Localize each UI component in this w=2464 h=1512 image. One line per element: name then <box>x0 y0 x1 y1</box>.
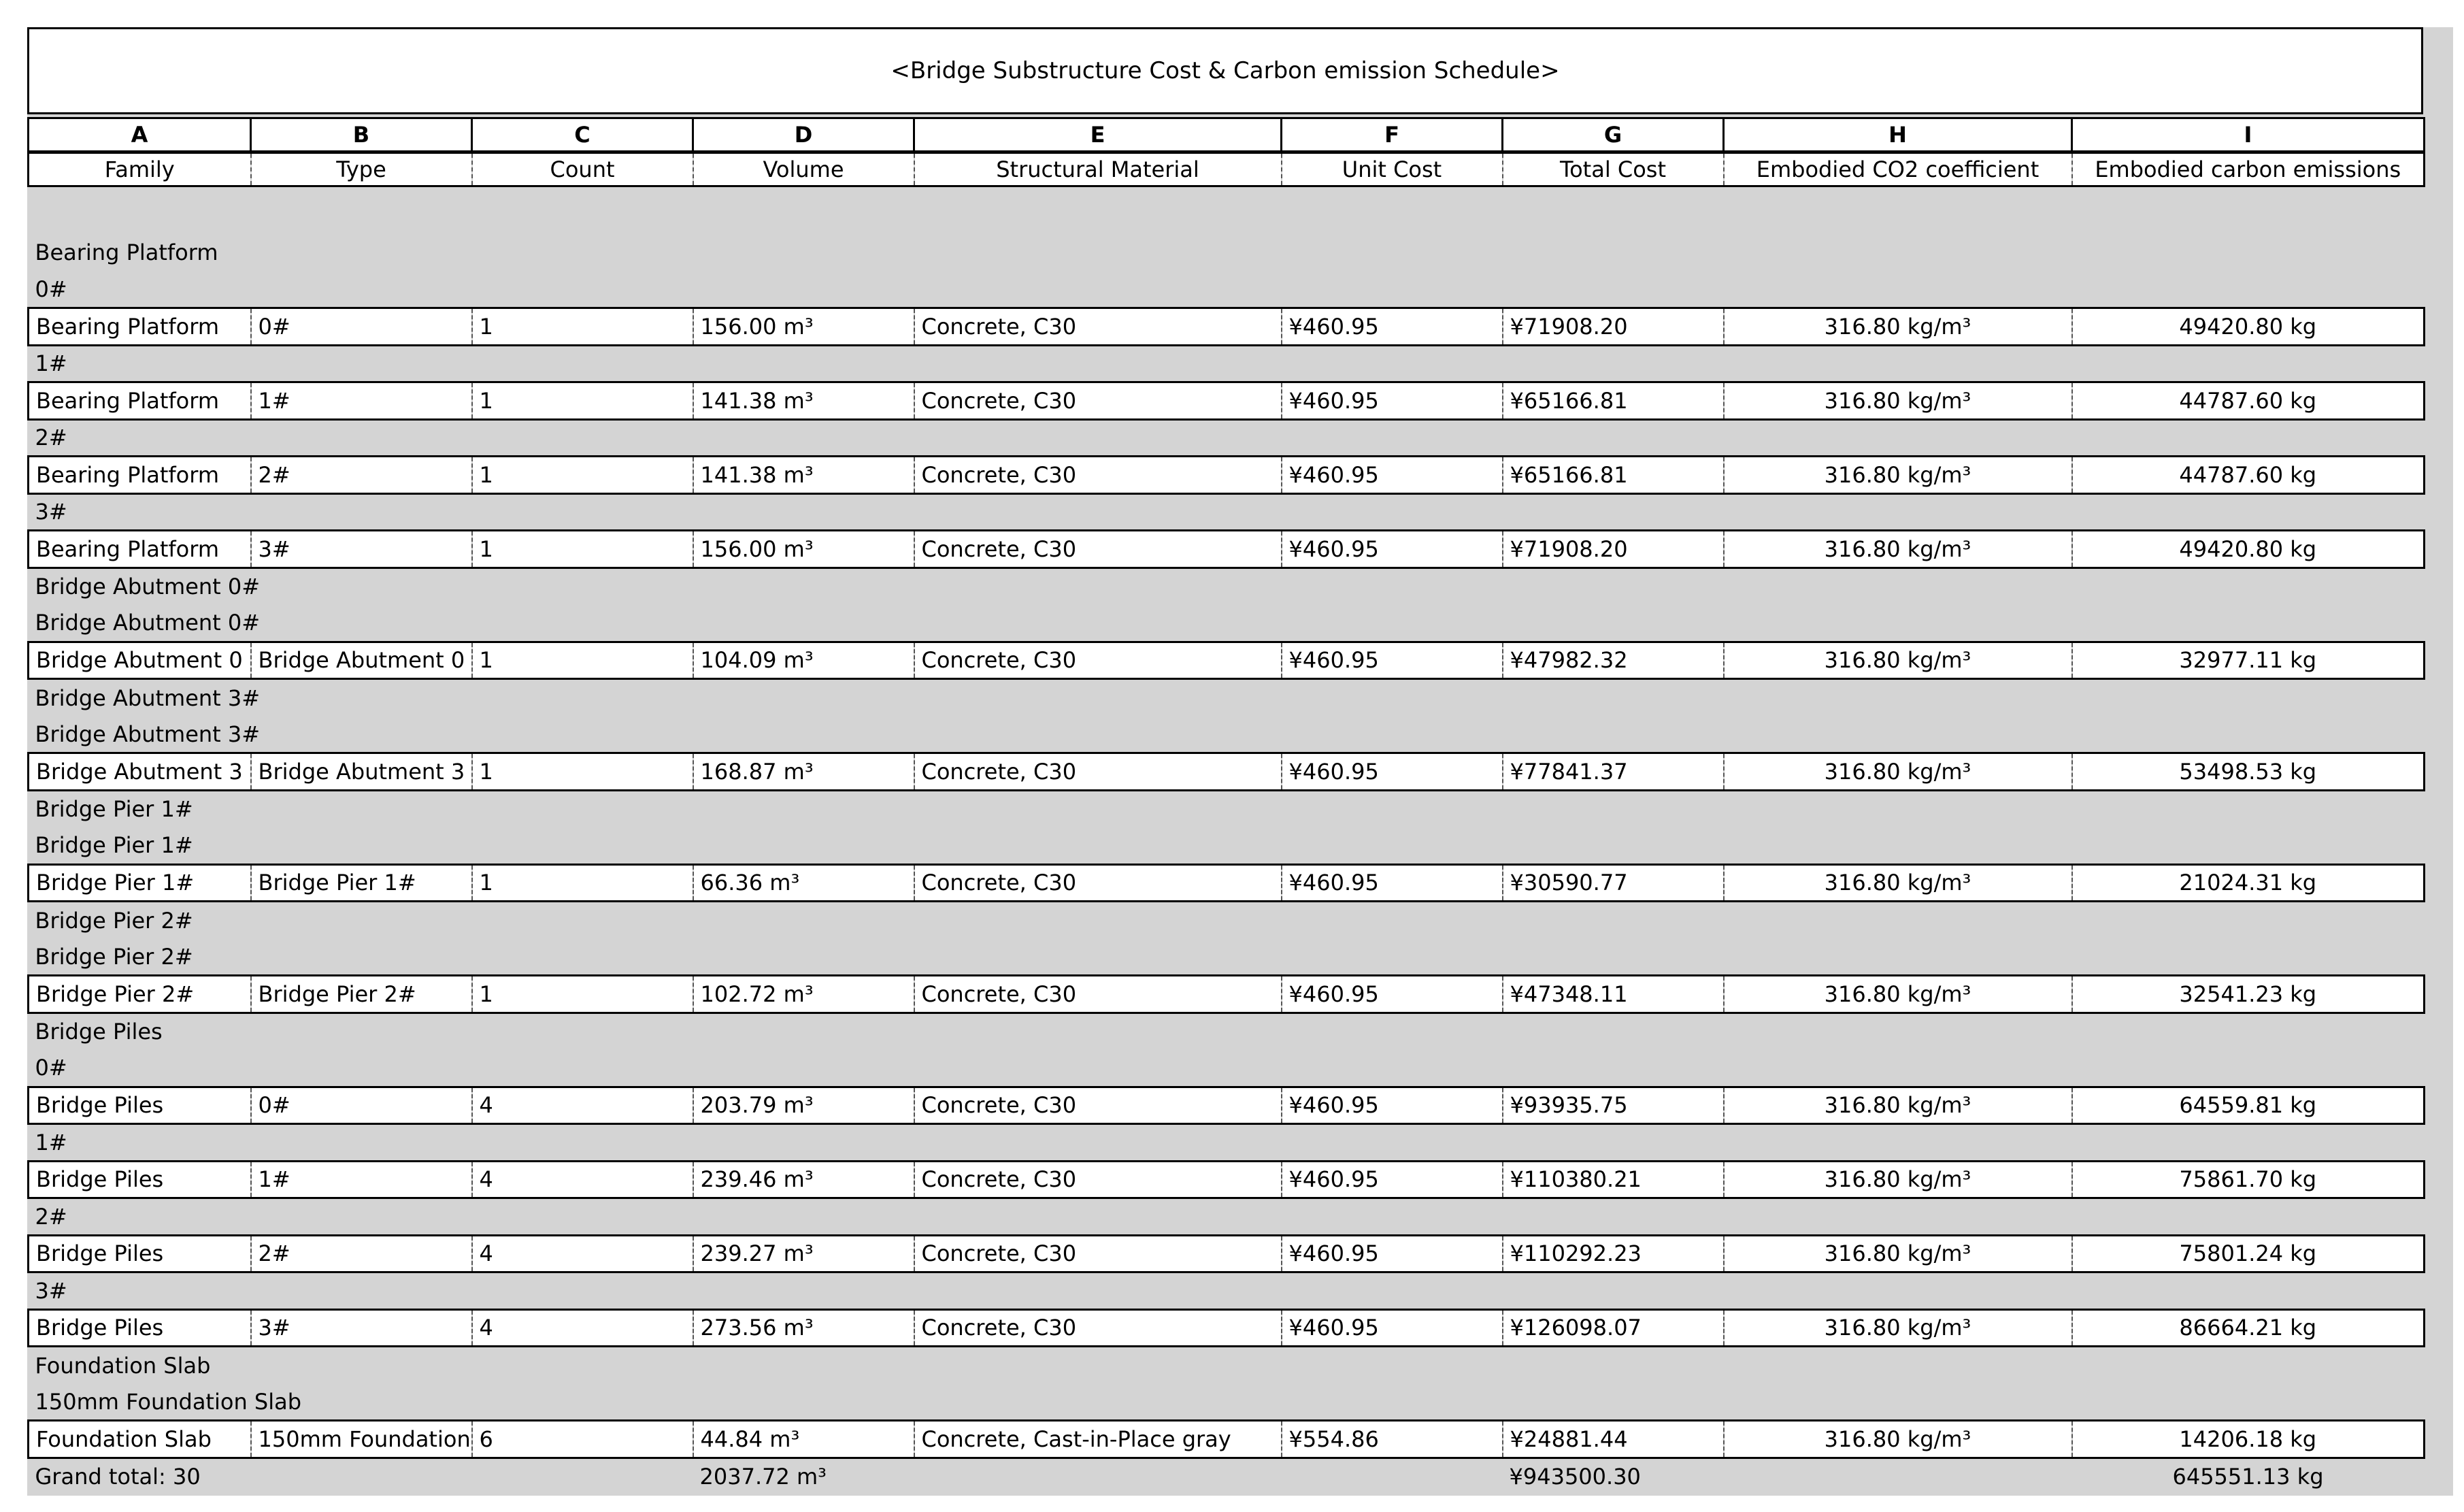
group-header-label: 1# <box>35 1129 67 1155</box>
table-cell[interactable]: Concrete, C30 <box>914 457 1282 494</box>
table-cell[interactable]: Concrete, C30 <box>914 1235 1282 1272</box>
table-cell[interactable]: ¥460.95 <box>1282 1309 1503 1347</box>
table-row[interactable] <box>29 308 2425 346</box>
table-cell[interactable]: ¥93935.75 <box>1503 1087 1724 1124</box>
group-header-row[interactable] <box>29 1050 2425 1087</box>
table-cell[interactable]: 53498.53 kg <box>2072 753 2425 791</box>
table-cell[interactable]: 2# <box>251 1235 472 1272</box>
table-cell[interactable]: ¥47982.32 <box>1503 642 1724 679</box>
table-row[interactable] <box>29 642 2425 679</box>
table-row[interactable] <box>29 753 2425 791</box>
table-row[interactable] <box>29 1087 2425 1124</box>
column-header[interactable]: Embodied carbon emissions <box>2072 152 2425 186</box>
table-cell[interactable]: Concrete, Cast-in-Place gray <box>914 1421 1282 1458</box>
column-header[interactable]: Count <box>472 152 693 186</box>
table-cell[interactable]: 44787.60 kg <box>2072 382 2425 420</box>
table-cell[interactable]: 14206.18 kg <box>2072 1421 2425 1458</box>
table-cell[interactable]: 75801.24 kg <box>2072 1235 2425 1272</box>
group-header-label: Bridge Pier 1# <box>35 832 193 858</box>
table-cell[interactable]: Bridge Abutment 0 <box>29 642 251 679</box>
schedule-title: <Bridge Substructure Cost & Carbon emission Schedule> <box>27 27 2423 114</box>
group-header-label: 150mm Foundation Slab <box>35 1388 302 1415</box>
table-cell[interactable]: ¥460.95 <box>1282 642 1503 679</box>
table-cell[interactable]: ¥126098.07 <box>1503 1309 1724 1347</box>
group-header-label: 3# <box>35 499 67 525</box>
table-cell[interactable]: 4 <box>472 1235 693 1272</box>
table-cell[interactable]: 4 <box>472 1161 693 1198</box>
table-cell[interactable]: 141.38 m³ <box>693 457 914 494</box>
table-cell[interactable]: Bearing Platform <box>29 382 251 420</box>
group-header-label: 1# <box>35 350 67 377</box>
group-header-row[interactable] <box>29 1272 2425 1310</box>
group-header-label: 0# <box>35 1055 67 1081</box>
table-cell[interactable]: 1 <box>472 864 693 902</box>
table-cell[interactable]: 66.36 m³ <box>693 864 914 902</box>
table-cell[interactable]: Bridge Abutment 3 <box>29 753 251 791</box>
table-cell[interactable]: Concrete, C30 <box>914 1087 1282 1124</box>
column-letter[interactable]: F <box>1282 118 1503 152</box>
table-cell[interactable]: ¥110380.21 <box>1503 1161 1724 1198</box>
group-header-row[interactable] <box>29 1198 2425 1236</box>
table-cell[interactable]: 1 <box>472 308 693 346</box>
table-cell[interactable]: 1# <box>251 1161 472 1198</box>
table-row[interactable] <box>29 382 2425 420</box>
table-cell[interactable]: ¥65166.81 <box>1503 457 1724 494</box>
table-cell[interactable]: 104.09 m³ <box>693 642 914 679</box>
group-header-row[interactable] <box>29 345 2425 382</box>
group-header-label: 0# <box>35 276 67 302</box>
table-cell[interactable]: 316.80 kg/m³ <box>1724 457 2072 494</box>
table-cell[interactable]: 44.84 m³ <box>693 1421 914 1458</box>
table-cell[interactable]: Bridge Pier 2# <box>251 976 472 1013</box>
table-cell[interactable]: 1 <box>472 642 693 679</box>
table-cell[interactable]: 1 <box>472 753 693 791</box>
group-header-label: Foundation Slab <box>35 1352 211 1379</box>
group-header-row[interactable] <box>29 938 2425 976</box>
table-cell[interactable]: 32977.11 kg <box>2072 642 2425 679</box>
column-letter[interactable]: B <box>251 118 472 152</box>
column-letter[interactable]: H <box>1724 118 2072 152</box>
table-cell[interactable]: Bridge Piles <box>29 1161 251 1198</box>
table-row[interactable] <box>29 1421 2425 1458</box>
group-header-row[interactable] <box>29 1124 2425 1162</box>
column-header[interactable]: Family <box>29 152 251 186</box>
group-header-row[interactable] <box>29 1347 2425 1384</box>
table-cell[interactable]: ¥460.95 <box>1282 864 1503 902</box>
table-cell[interactable]: ¥554.86 <box>1282 1421 1503 1458</box>
group-header-label: Bridge Pier 1# <box>35 796 193 822</box>
column-header-row <box>29 152 2425 186</box>
table-cell[interactable]: 316.80 kg/m³ <box>1724 1161 2072 1198</box>
table-cell[interactable]: Bridge Piles <box>29 1235 251 1272</box>
table-cell[interactable]: 0# <box>251 1087 472 1124</box>
group-header-row[interactable] <box>29 716 2425 753</box>
table-cell[interactable]: Bridge Pier 1# <box>29 864 251 902</box>
table-cell[interactable]: 239.27 m³ <box>693 1235 914 1272</box>
table-row[interactable] <box>29 1309 2425 1347</box>
table-cell[interactable]: 1 <box>472 531 693 568</box>
group-header-row[interactable] <box>29 679 2425 717</box>
table-cell[interactable]: ¥24881.44 <box>1503 1421 1724 1458</box>
table-row[interactable] <box>29 1235 2425 1272</box>
table-cell[interactable]: 239.46 m³ <box>693 1161 914 1198</box>
table-cell[interactable]: 75861.70 kg <box>2072 1161 2425 1198</box>
group-header-label: Bearing Platform <box>35 239 218 265</box>
table-cell[interactable]: 316.80 kg/m³ <box>1724 1309 2072 1347</box>
group-header-label: Bridge Abutment 0# <box>35 574 261 599</box>
grand-total-cell: 2037.72 m³ <box>699 1464 827 1490</box>
table-cell[interactable]: 316.80 kg/m³ <box>1724 308 2072 346</box>
table-row[interactable] <box>29 976 2425 1013</box>
grand-total-empty-cell <box>1282 1458 1503 1495</box>
column-header[interactable]: Unit Cost <box>1282 152 1503 186</box>
table-cell[interactable]: Bridge Abutment 3 <box>251 753 472 791</box>
table-cell[interactable]: ¥460.95 <box>1282 382 1503 420</box>
column-header[interactable]: Total Cost <box>1503 152 1724 186</box>
table-cell[interactable]: 316.80 kg/m³ <box>1724 1087 2072 1124</box>
table-cell[interactable]: 49420.80 kg <box>2072 531 2425 568</box>
grand-total-cell: 645551.13 kg <box>2172 1464 2324 1490</box>
table-cell[interactable]: 316.80 kg/m³ <box>1724 531 2072 568</box>
table-cell[interactable]: 141.38 m³ <box>693 382 914 420</box>
column-header[interactable]: Embodied CO2 coefficient <box>1724 152 2072 186</box>
column-letter[interactable]: A <box>29 118 251 152</box>
table-cell[interactable]: 316.80 kg/m³ <box>1724 976 2072 1013</box>
table-cell[interactable]: 203.79 m³ <box>693 1087 914 1124</box>
group-header-row[interactable] <box>29 271 2425 308</box>
table-cell[interactable]: ¥110292.23 <box>1503 1235 1724 1272</box>
column-letter[interactable]: C <box>472 118 693 152</box>
group-header-row[interactable] <box>29 568 2425 605</box>
column-header[interactable]: Volume <box>693 152 914 186</box>
table-cell[interactable]: Bridge Piles <box>29 1309 251 1347</box>
table-cell[interactable]: Concrete, C30 <box>914 531 1282 568</box>
table-cell[interactable]: 156.00 m³ <box>693 531 914 568</box>
table-cell[interactable]: ¥71908.20 <box>1503 531 1724 568</box>
table-cell[interactable]: Concrete, C30 <box>914 1309 1282 1347</box>
table-cell[interactable]: Concrete, C30 <box>914 976 1282 1013</box>
table-cell[interactable]: 316.80 kg/m³ <box>1724 1421 2072 1458</box>
table-cell[interactable]: 3# <box>251 531 472 568</box>
table-cell[interactable]: 4 <box>472 1087 693 1124</box>
table-cell[interactable]: ¥47348.11 <box>1503 976 1724 1013</box>
table-cell[interactable]: Bridge Pier 2# <box>29 976 251 1013</box>
group-header-label: Bridge Pier 2# <box>35 907 193 934</box>
table-cell[interactable]: Concrete, C30 <box>914 864 1282 902</box>
table-cell[interactable]: 168.87 m³ <box>693 753 914 791</box>
spacer-cell <box>29 186 2425 234</box>
table-cell[interactable]: 316.80 kg/m³ <box>1724 864 2072 902</box>
table-cell[interactable]: 273.56 m³ <box>693 1309 914 1347</box>
grand-total-empty-cell <box>251 1458 472 1495</box>
table-cell[interactable]: Concrete, C30 <box>914 382 1282 420</box>
grand-total-row <box>29 1458 2425 1495</box>
group-header-label: Bridge Pier 2# <box>35 943 193 970</box>
table-cell[interactable]: ¥460.95 <box>1282 976 1503 1013</box>
table-cell[interactable]: 1 <box>472 976 693 1013</box>
table-cell[interactable]: Bridge Abutment 0 <box>251 642 472 679</box>
table-cell[interactable]: ¥65166.81 <box>1503 382 1724 420</box>
grand-total-cell: Grand total: 30 <box>35 1464 201 1490</box>
table-cell[interactable]: Bearing Platform <box>29 531 251 568</box>
table-cell[interactable]: Concrete, C30 <box>914 642 1282 679</box>
table-cell[interactable]: 102.72 m³ <box>693 976 914 1013</box>
table-cell[interactable]: Foundation Slab <box>29 1421 251 1458</box>
table-cell[interactable]: 1# <box>251 382 472 420</box>
table-cell[interactable]: 86664.21 kg <box>2072 1309 2425 1347</box>
grand-total-empty-cell <box>1724 1458 2072 1495</box>
table-cell[interactable]: 64559.81 kg <box>2072 1087 2425 1124</box>
table-cell[interactable]: ¥460.95 <box>1282 531 1503 568</box>
table-cell[interactable]: 6 <box>472 1421 693 1458</box>
table-cell[interactable]: 44787.60 kg <box>2072 457 2425 494</box>
column-letter[interactable]: D <box>693 118 914 152</box>
group-header-row[interactable] <box>29 1013 2425 1050</box>
table-cell[interactable]: ¥460.95 <box>1282 457 1503 494</box>
table-cell[interactable]: ¥460.95 <box>1282 753 1503 791</box>
group-header-label: Bridge Abutment 0# <box>35 610 261 636</box>
group-header-label: 2# <box>35 1203 67 1230</box>
column-letter[interactable]: I <box>2072 118 2425 152</box>
group-header-label: 3# <box>35 1277 67 1304</box>
schedule-view <box>27 27 2453 1496</box>
table-cell[interactable]: 49420.80 kg <box>2072 308 2425 346</box>
table-cell[interactable]: 1 <box>472 457 693 494</box>
table-cell[interactable]: Bridge Piles <box>29 1087 251 1124</box>
column-letter[interactable]: E <box>914 118 1282 152</box>
table-cell[interactable]: 150mm Foundation <box>251 1421 472 1458</box>
table-cell[interactable]: ¥30590.77 <box>1503 864 1724 902</box>
table-cell[interactable]: Bearing Platform <box>29 308 251 346</box>
group-header-label: Bridge Abutment 3# <box>35 685 261 711</box>
table-cell[interactable]: ¥460.95 <box>1282 1235 1503 1272</box>
table-cell[interactable]: 1 <box>472 382 693 420</box>
group-header-row[interactable] <box>29 493 2425 531</box>
group-header-label: Bridge Abutment 3# <box>35 721 261 747</box>
table-cell[interactable]: 316.80 kg/m³ <box>1724 753 2072 791</box>
table-cell[interactable]: 316.80 kg/m³ <box>1724 1235 2072 1272</box>
table-cell[interactable]: 316.80 kg/m³ <box>1724 642 2072 679</box>
group-header-row[interactable] <box>29 605 2425 642</box>
table-cell[interactable]: Concrete, C30 <box>914 753 1282 791</box>
table-cell[interactable]: Concrete, C30 <box>914 1161 1282 1198</box>
grand-total-empty-cell <box>914 1458 1282 1495</box>
group-header-row[interactable] <box>29 827 2425 865</box>
column-letter[interactable]: G <box>1503 118 1724 152</box>
table-cell[interactable]: 21024.31 kg <box>2072 864 2425 902</box>
table-row[interactable] <box>29 531 2425 568</box>
table-cell[interactable]: ¥460.95 <box>1282 308 1503 346</box>
group-header-row[interactable] <box>29 902 2425 939</box>
table-row[interactable] <box>29 864 2425 902</box>
table-cell[interactable]: 316.80 kg/m³ <box>1724 382 2072 420</box>
header-spacer <box>29 186 2425 234</box>
table-cell[interactable]: 156.00 m³ <box>693 308 914 346</box>
group-header-label: Bridge Piles <box>35 1019 163 1045</box>
group-header-row[interactable] <box>29 419 2425 457</box>
column-header[interactable]: Type <box>251 152 472 186</box>
group-header-label: 2# <box>35 425 67 451</box>
grand-total-empty-cell <box>472 1458 693 1495</box>
table-cell[interactable]: ¥460.95 <box>1282 1161 1503 1198</box>
table-cell[interactable]: 32541.23 kg <box>2072 976 2425 1013</box>
schedule-table <box>27 117 2425 1495</box>
table-cell[interactable]: Bridge Pier 1# <box>251 864 472 902</box>
table-row[interactable] <box>29 1161 2425 1198</box>
group-header-row[interactable] <box>29 1383 2425 1421</box>
table-cell[interactable]: ¥77841.37 <box>1503 753 1724 791</box>
table-cell[interactable]: ¥460.95 <box>1282 1087 1503 1124</box>
table-cell[interactable]: 2# <box>251 457 472 494</box>
table-cell[interactable]: 4 <box>472 1309 693 1347</box>
column-letter-row <box>29 118 2425 152</box>
table-cell[interactable]: 0# <box>251 308 472 346</box>
table-cell[interactable]: 3# <box>251 1309 472 1347</box>
group-header-row[interactable] <box>29 234 2425 272</box>
table-row[interactable] <box>29 457 2425 494</box>
table-cell[interactable]: ¥71908.20 <box>1503 308 1724 346</box>
group-header-row[interactable] <box>29 790 2425 827</box>
grand-total-cell: ¥943500.30 <box>1509 1464 1641 1490</box>
table-cell[interactable]: Concrete, C30 <box>914 308 1282 346</box>
column-header[interactable]: Structural Material <box>914 152 1282 186</box>
table-cell[interactable]: Bearing Platform <box>29 457 251 494</box>
